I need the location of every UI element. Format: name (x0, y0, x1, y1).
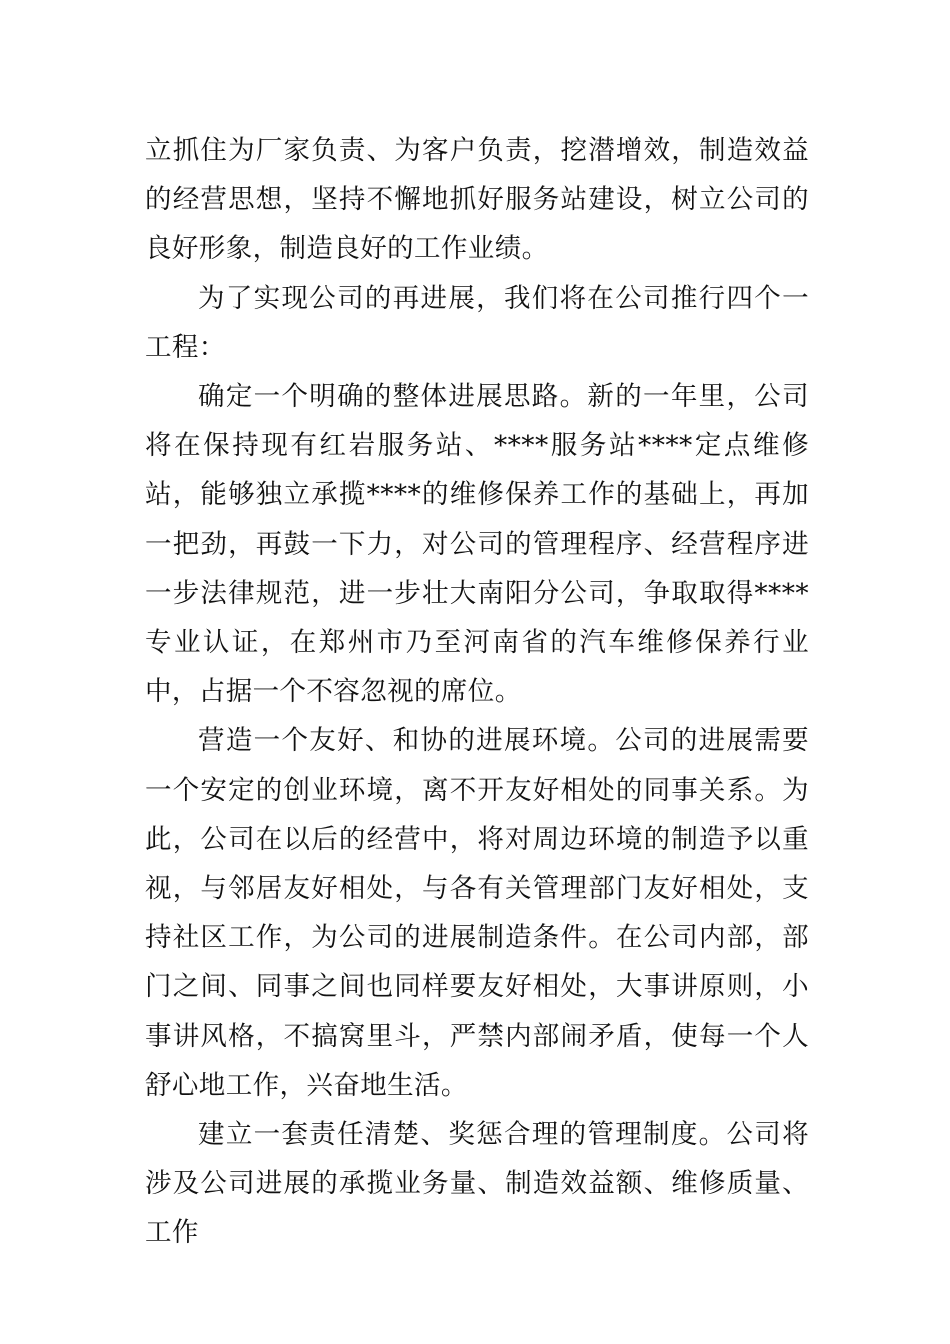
paragraph-management-system: 建立一套责任清楚、奖惩合理的管理制度。公司将涉及公司进展的承揽业务量、制造效益额、维修质量、工作 (145, 1119, 809, 1249)
paragraph-four-projects-intro: 为了实现公司的再进展，我们将在公司推行四个一工程： (145, 282, 809, 363)
document-body (145, 126, 809, 1258)
paragraph-development-plan: 确定一个明确的整体进展思路。新的一年里，公司将在保持现有红岩服务站、****服务站****定点维修站，能够独立承揽****的维修保养工作的基础上，再加一把劲，再鼓一下力，对公司的管理程序、经营程序进一步法律规范，进一步壮大南阳分公司，争取取得****专业认证，在郑州市乃至河南省的汽车维修保养行业中，占据一个不容忽视的席位。 (145, 381, 809, 708)
paragraph-harmonious-environment: 营造一个友好、和协的进展环境。公司的进展需要一个安定的创业环境，离不开友好相处的同事关系。为此，公司在以后的经营中，将对周边环境的制造予以重视，与邻居友好相处，与各有关管理部门友好相处，支持社区工作，为公司的进展制造条件。在公司内部，部门之间、同事之间也同样要友好相处，大事讲原则，小事讲风格，不搞窝里斗，严禁内部闹矛盾，使每一个人舒心地工作，兴奋地生活。 (145, 725, 809, 1101)
paragraph-continuation: 立抓住为厂家负责、为客户负责，挖潜增效，制造效益的经营思想，坚持不懈地抓好服务站建设，树立公司的良好形象，制造良好的工作业绩。 (145, 135, 809, 265)
